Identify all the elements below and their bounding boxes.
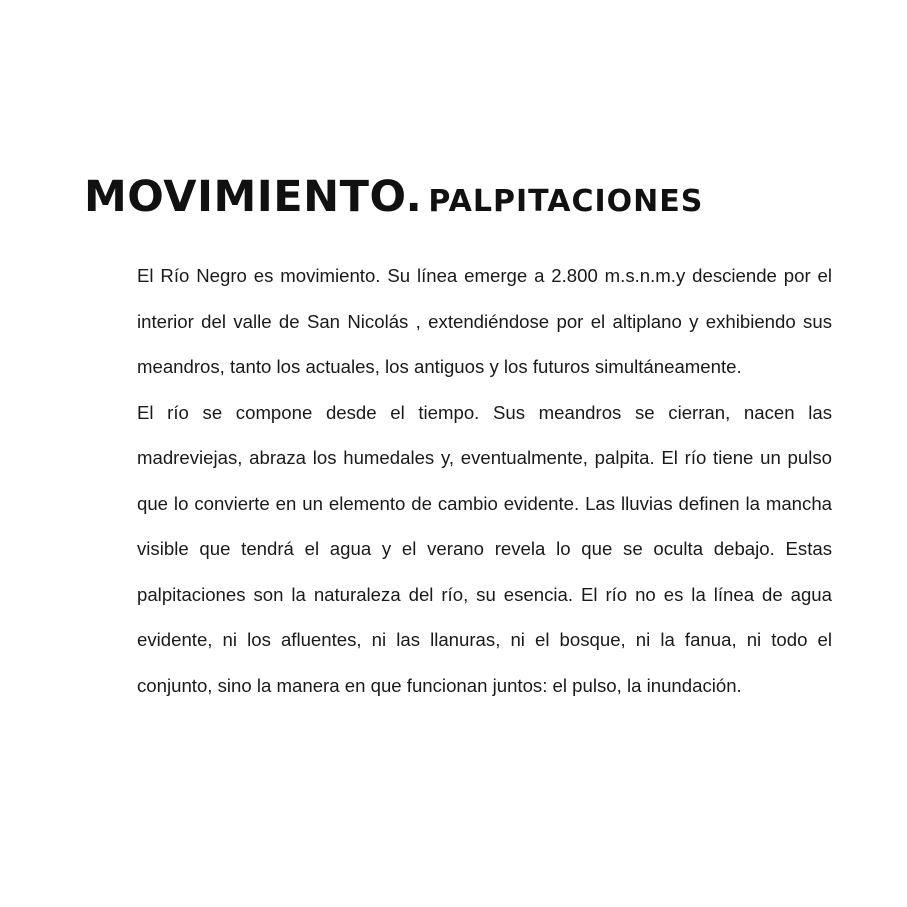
paragraph: El Río Negro es movimiento. Su línea emerge a 2.800 m.s.n.m.y desciende por el interior del valle de San Nicolás , extendiéndose por el altiplano y exhibiendo sus meandros, tanto los actuales, los antiguos y los futuros simultáneamente. xyxy=(137,265,832,377)
page-title xyxy=(84,172,704,222)
body-text xyxy=(137,253,832,708)
title-sub: PALPITACIONES xyxy=(428,184,704,219)
paragraph: El río se compone desde el tiempo. Sus meandros se cierran, nacen las madreviejas, abraza los humedales y, eventualmente, palpita. El río tiene un pulso que lo convierte en un elemento de cambio evidente. Las lluvias definen la mancha visible que tendrá el agua y el verano revela lo que se oculta debajo. Estas palpitaciones son la naturaleza del río, su esencia. El río no es la línea de agua evidente, ni los afluentes, ni las llanuras, ni el bosque, ni la fanua, ni todo el conjunto, sino la manera en que funcionan juntos: el pulso, la inundación. xyxy=(137,401,832,696)
title-main: MOVIMIENTO. xyxy=(84,172,423,222)
